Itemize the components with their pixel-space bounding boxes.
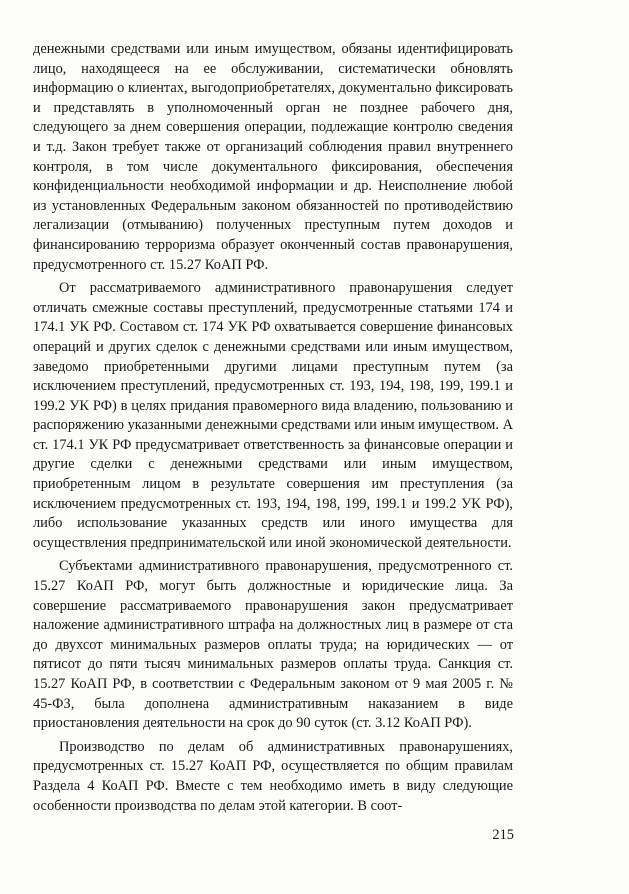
paragraph-3: Субъектами административного правонарушения, предусмотренного ст. 15.27 КоАП РФ, могут быть должностные и юридические лица. За совершение рассматриваемого правонарушения закон предусматривает наложение административного штрафа на должностных лиц в размере от ста до двухсот минимальных размеров оплаты труда; на юридических — от пятисот до пяти тысяч минимальных размеров оплаты труда. Санкция ст. 15.27 КоАП РФ, в соответствии с Федеральным законом от 9 мая 2005 г. № 45-ФЗ, была дополнена административным наказанием в виде приостановления деятельности на срок до 90 суток (ст. 3.12 КоАП РФ). — [33, 558, 513, 732]
page-number: 215 — [492, 827, 514, 843]
paragraph-1: денежными средствами или иным имуществом, обязаны идентифицировать лицо, находящееся на ее обслуживании, систематически обновлять информацию о клиентах, выгодоприобретателях, документально фиксировать и представлять в уполномоченный орган не позднее рабочего дня, следующего за днем совершения операции, подлежащие контролю сведения и т.д. Закон требует также от организаций соблюдения правил внутреннего контроля, в том числе документального фиксирования, обеспечения конфиденциальности необходимой информации и др. Неисполнение любой из установленных Федеральным законом обязанностей по противодействию легализации (отмыванию) полученных преступным путем доходов и финансированию терроризма образует оконченный состав правонарушения, предусмотренного ст. 15.27 КоАП РФ. — [33, 41, 513, 273]
paragraph-4: Производство по делам об административных правонарушениях, предусмотренных ст. 15.27 КоАП РФ, осуществляется по общим правилам Раздела 4 КоАП РФ. Вместе с тем необходимо иметь в виду следующие особенности производства по делам этой категории. В соот- — [33, 738, 513, 814]
paragraph-2: От рассматриваемого административного правонарушения следует отличать смежные составы преступлений, предусмотренные статьями 174 и 174.1 УК РФ. Составом ст. 174 УК РФ охватывается совершение финансовых операций и других сделок с денежными средствами или иным имуществом, заведомо приобретенными другими лицами преступным путем (за исключением преступлений, предусмотренных ст. 193, 194, 198, 199, 199.1 и 199.2 УК РФ) в целях придания правомерного вида владению, пользованию и распоряжению указанными денежными средствами или иным имуществом. А ст. 174.1 УК РФ предусматривает ответственность за финансовые операции и другие сделки с денежными средствами или иным имуществом, приобретенным лицом в результате совершения им преступления (за исключением предусмотренных ст. 193, 194, 198, 199, 199.1 и 199.2 УК РФ), либо использование указанных средств или иного имущества для осуществления предпринимательской или иной экономической деятельности. — [33, 280, 513, 551]
body-text — [33, 40, 513, 816]
